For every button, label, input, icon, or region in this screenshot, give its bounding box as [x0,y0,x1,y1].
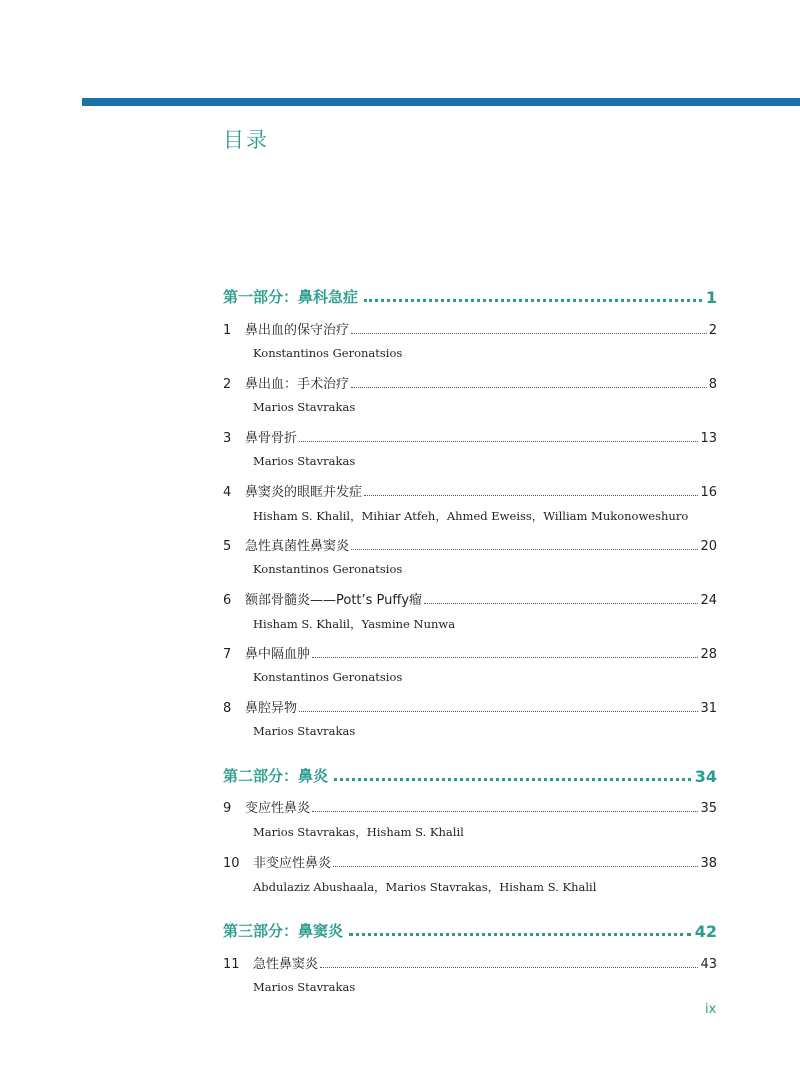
chapter-title: 非变应性鼻炎 [253,856,332,871]
chapter-page: 28 [700,647,717,662]
part-title: 第二部分：鼻炎 [223,767,329,785]
chapter-number: 2 [223,377,232,392]
dot-leader [351,549,698,550]
chapter-title: 鼻中隔血肿 [245,647,311,662]
chapter-authors: Konstantinos Geronatsios [253,562,403,576]
chapter-page: 16 [700,485,717,500]
part-page: 34 [694,767,717,786]
part-heading[interactable] [223,762,717,786]
chapter-entry[interactable] [223,536,717,554]
chapter-title: 鼻窦炎的眼眶并发症 [245,485,363,500]
chapter-authors: Marios Stavrakas，Hisham S. Khalil [253,825,464,839]
chapter-number: 5 [223,539,232,554]
chapter-number: 8 [223,701,232,716]
part-title: 第三部分：鼻窦炎 [223,922,344,940]
chapter-entry[interactable] [223,482,717,500]
page-number: ix [705,1002,717,1017]
chapter-authors: Marios Stavrakas [253,400,356,414]
chapter-entry[interactable] [223,374,717,392]
dot-leader [351,387,707,388]
chapter-title: 鼻出血的保守治疗 [245,323,350,338]
chapter-page: 38 [700,856,717,871]
dot-leader [320,967,698,968]
chapter-page: 2 [708,323,717,338]
chapter-title: 急性真菌性鼻窦炎 [245,539,350,554]
chapter-entry[interactable] [223,798,717,816]
part-page: 42 [694,922,717,941]
chapter-number: 1 [223,323,232,338]
part-heading[interactable] [223,283,717,307]
chapter-title: 变应性鼻炎 [245,801,311,816]
chapter-title: 额部骨髓炎——Pott’s Puffy瘤 [245,593,423,608]
chapter-page: 8 [708,377,717,392]
chapter-entry[interactable] [223,644,717,662]
chapter-authors: Hisham S. Khalil，Yasmine Nunwa [253,617,456,631]
chapter-title: 鼻出血：手术治疗 [245,377,350,392]
chapter-page: 31 [700,701,717,716]
chapter-page: 13 [700,431,717,446]
chapter-entry[interactable] [223,954,717,972]
chapter-number: 4 [223,485,232,500]
chapter-page: 43 [700,957,717,972]
part-title: 第一部分：鼻科急症 [223,288,359,306]
chapter-number: 7 [223,647,232,662]
chapter-title: 急性鼻窦炎 [253,957,319,972]
chapter-title: 鼻骨骨折 [245,431,298,446]
chapter-number: 11 [223,957,240,972]
chapter-page: 35 [700,801,717,816]
part-page: 1 [705,288,717,307]
chapter-page: 20 [700,539,717,554]
part-heading[interactable] [223,917,717,941]
chapter-title: 鼻腔异物 [245,701,298,716]
dot-leader [424,603,698,604]
chapter-number: 6 [223,593,232,608]
chapter-authors: Marios Stavrakas [253,980,356,994]
dot-leader [333,866,698,867]
chapter-entry[interactable] [223,698,717,716]
chapter-entry[interactable] [223,428,717,446]
chapter-entry[interactable] [223,853,717,871]
chapter-authors: Marios Stavrakas [253,724,356,738]
chapter-entry[interactable] [223,320,717,338]
dot-leader [364,495,698,496]
chapter-number: 9 [223,801,232,816]
chapter-authors: Marios Stavrakas [253,454,356,468]
chapter-page: 24 [700,593,717,608]
dot-leader [312,657,698,658]
dot-leader [334,778,691,781]
chapter-authors: Konstantinos Geronatsios [253,670,403,684]
chapter-number: 10 [223,856,240,871]
chapter-authors: Abdulaziz Abushaala，Marios Stavrakas，Hisham S. Khalil [253,880,597,894]
chapter-authors: Hisham S. Khalil，Mihiar Atfeh，Ahmed Eweiss，William Mukonoweshuro [253,509,689,523]
dot-leader [312,811,698,812]
dot-leader [364,299,702,302]
dot-leader [299,441,698,442]
dot-leader [351,333,707,334]
page-title: 目录 [223,128,269,152]
dot-leader [349,933,691,936]
header-bar [82,98,800,106]
chapter-number: 3 [223,431,232,446]
dot-leader [299,711,698,712]
chapter-entry[interactable] [223,590,717,608]
chapter-authors: Konstantinos Geronatsios [253,346,403,360]
